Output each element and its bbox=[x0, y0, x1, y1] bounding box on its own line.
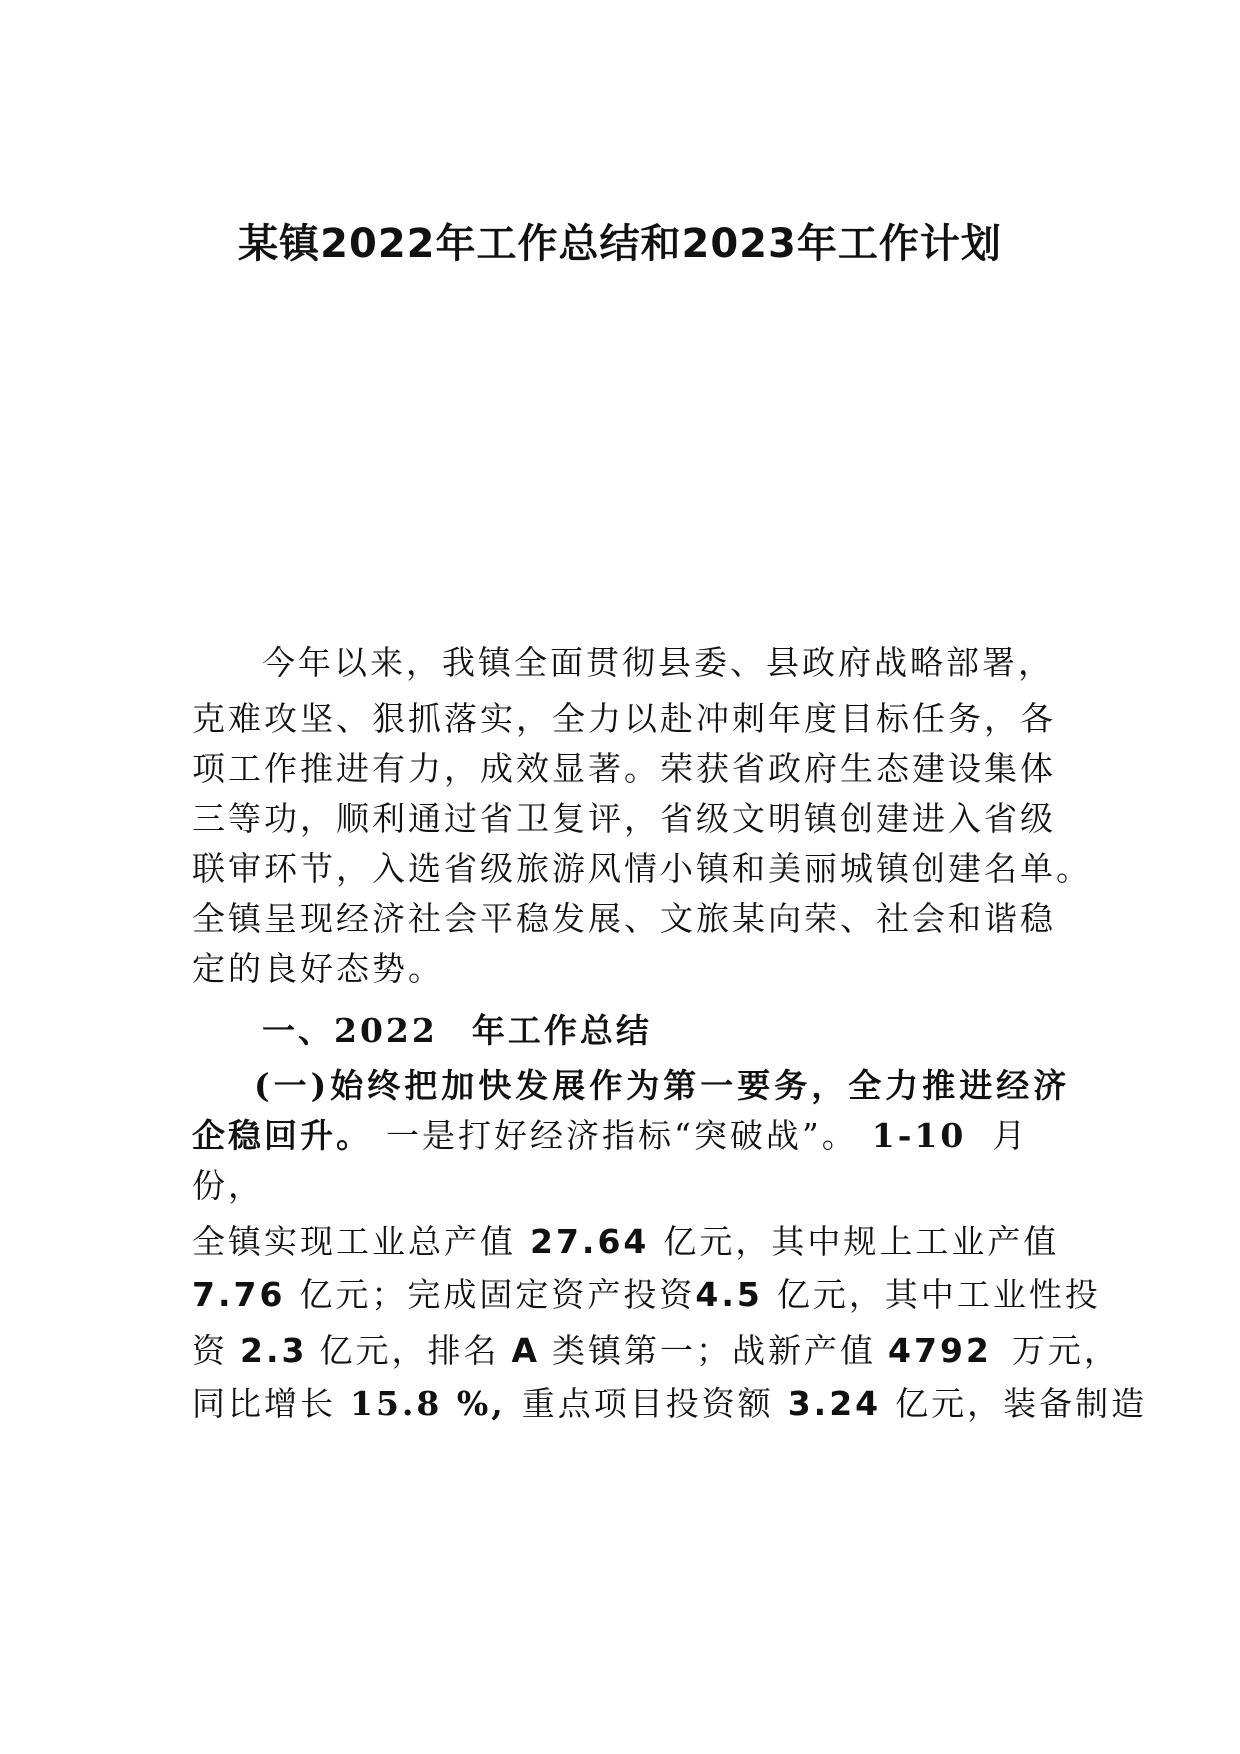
stats-line-4 bbox=[192, 1384, 1147, 1424]
stats-l2-b: 亿元，其中工业性投 bbox=[776, 1275, 1101, 1314]
subsection-month: 月 bbox=[992, 1116, 1029, 1155]
intro-line-7: 定的良好态势。 bbox=[192, 949, 444, 988]
stats-l3-a: 资 bbox=[192, 1331, 228, 1370]
stats-l4-v: 15.8 %, bbox=[350, 1384, 506, 1423]
intro-line-4: 三等功，顺利通过省卫复评，省级文明镇创建进入省级 bbox=[192, 799, 1056, 838]
stats-l4-v2: 3.24 bbox=[787, 1384, 882, 1423]
stats-l4-a: 同比增长 bbox=[192, 1384, 336, 1423]
stats-l1-v: 27.64 bbox=[530, 1222, 650, 1261]
section-heading-suffix: 年工作总结 bbox=[471, 1011, 652, 1050]
stats-l2-a: 亿元；完成固定资产投资 bbox=[299, 1275, 696, 1314]
intro-line-6: 全镇呈现经济社会平稳发展、文旅某向荣、社会和谐稳 bbox=[192, 899, 1056, 938]
stats-l2-v: 7.76 bbox=[192, 1275, 286, 1314]
subsection-heading-line-1: (一)始终把加快发展作为第一要务，全力推进经济 bbox=[254, 1066, 1071, 1105]
stats-l4-c: 亿元，装备制造 bbox=[895, 1384, 1148, 1423]
intro-line-5: 联审环节，入选省级旅游风情小镇和美丽城镇创建名单。 bbox=[192, 849, 1092, 888]
stats-line-3 bbox=[192, 1331, 1120, 1371]
stats-l1-b: 亿元，其中规上工业产值 bbox=[663, 1222, 1060, 1261]
stats-l3-e: 万元， bbox=[1011, 1331, 1120, 1370]
stats-l3-d: 类镇第一；战新产值 bbox=[552, 1331, 877, 1370]
subsection-line-fen: 份， bbox=[192, 1166, 264, 1205]
subsection-bold-lead: 企稳回升。 bbox=[192, 1116, 372, 1155]
intro-line-3: 项工作推进有力，成效显著。荣获省政府生态建设集体 bbox=[192, 749, 1056, 788]
stats-l4-b: 重点项目投资额 bbox=[521, 1384, 774, 1423]
section-heading-year: 2022 bbox=[334, 1011, 438, 1050]
stats-l3-v2: 4792 bbox=[888, 1331, 992, 1370]
stats-l2-v2: 4.5 bbox=[695, 1275, 763, 1314]
subsection-text-a: 一是打好经济指标“突破战”。 bbox=[386, 1116, 858, 1155]
stats-line-1 bbox=[192, 1222, 1059, 1262]
stats-l3-v: 2.3 bbox=[240, 1331, 308, 1370]
subsection-line-2 bbox=[192, 1116, 1028, 1156]
stats-l1-a: 全镇实现工业总产值 bbox=[192, 1222, 516, 1261]
stats-l3-b: 亿元，排名 bbox=[319, 1331, 500, 1370]
intro-line-1: 今年以来，我镇全面贯彻县委、县政府战略部署， bbox=[262, 643, 1054, 682]
stats-line-2 bbox=[192, 1275, 1101, 1315]
intro-line-2: 克难攻坚、狠抓落实，全力以赴冲刺年度目标任务，各 bbox=[192, 699, 1056, 738]
subsection-range: 1-10 bbox=[871, 1116, 967, 1155]
document-title: 某镇2022年工作总结和2023年工作计划 bbox=[238, 221, 1002, 267]
section-heading-prefix: 一、 bbox=[262, 1011, 334, 1050]
stats-l3-c: A bbox=[511, 1331, 541, 1370]
section-heading-2022-summary bbox=[262, 1011, 652, 1051]
